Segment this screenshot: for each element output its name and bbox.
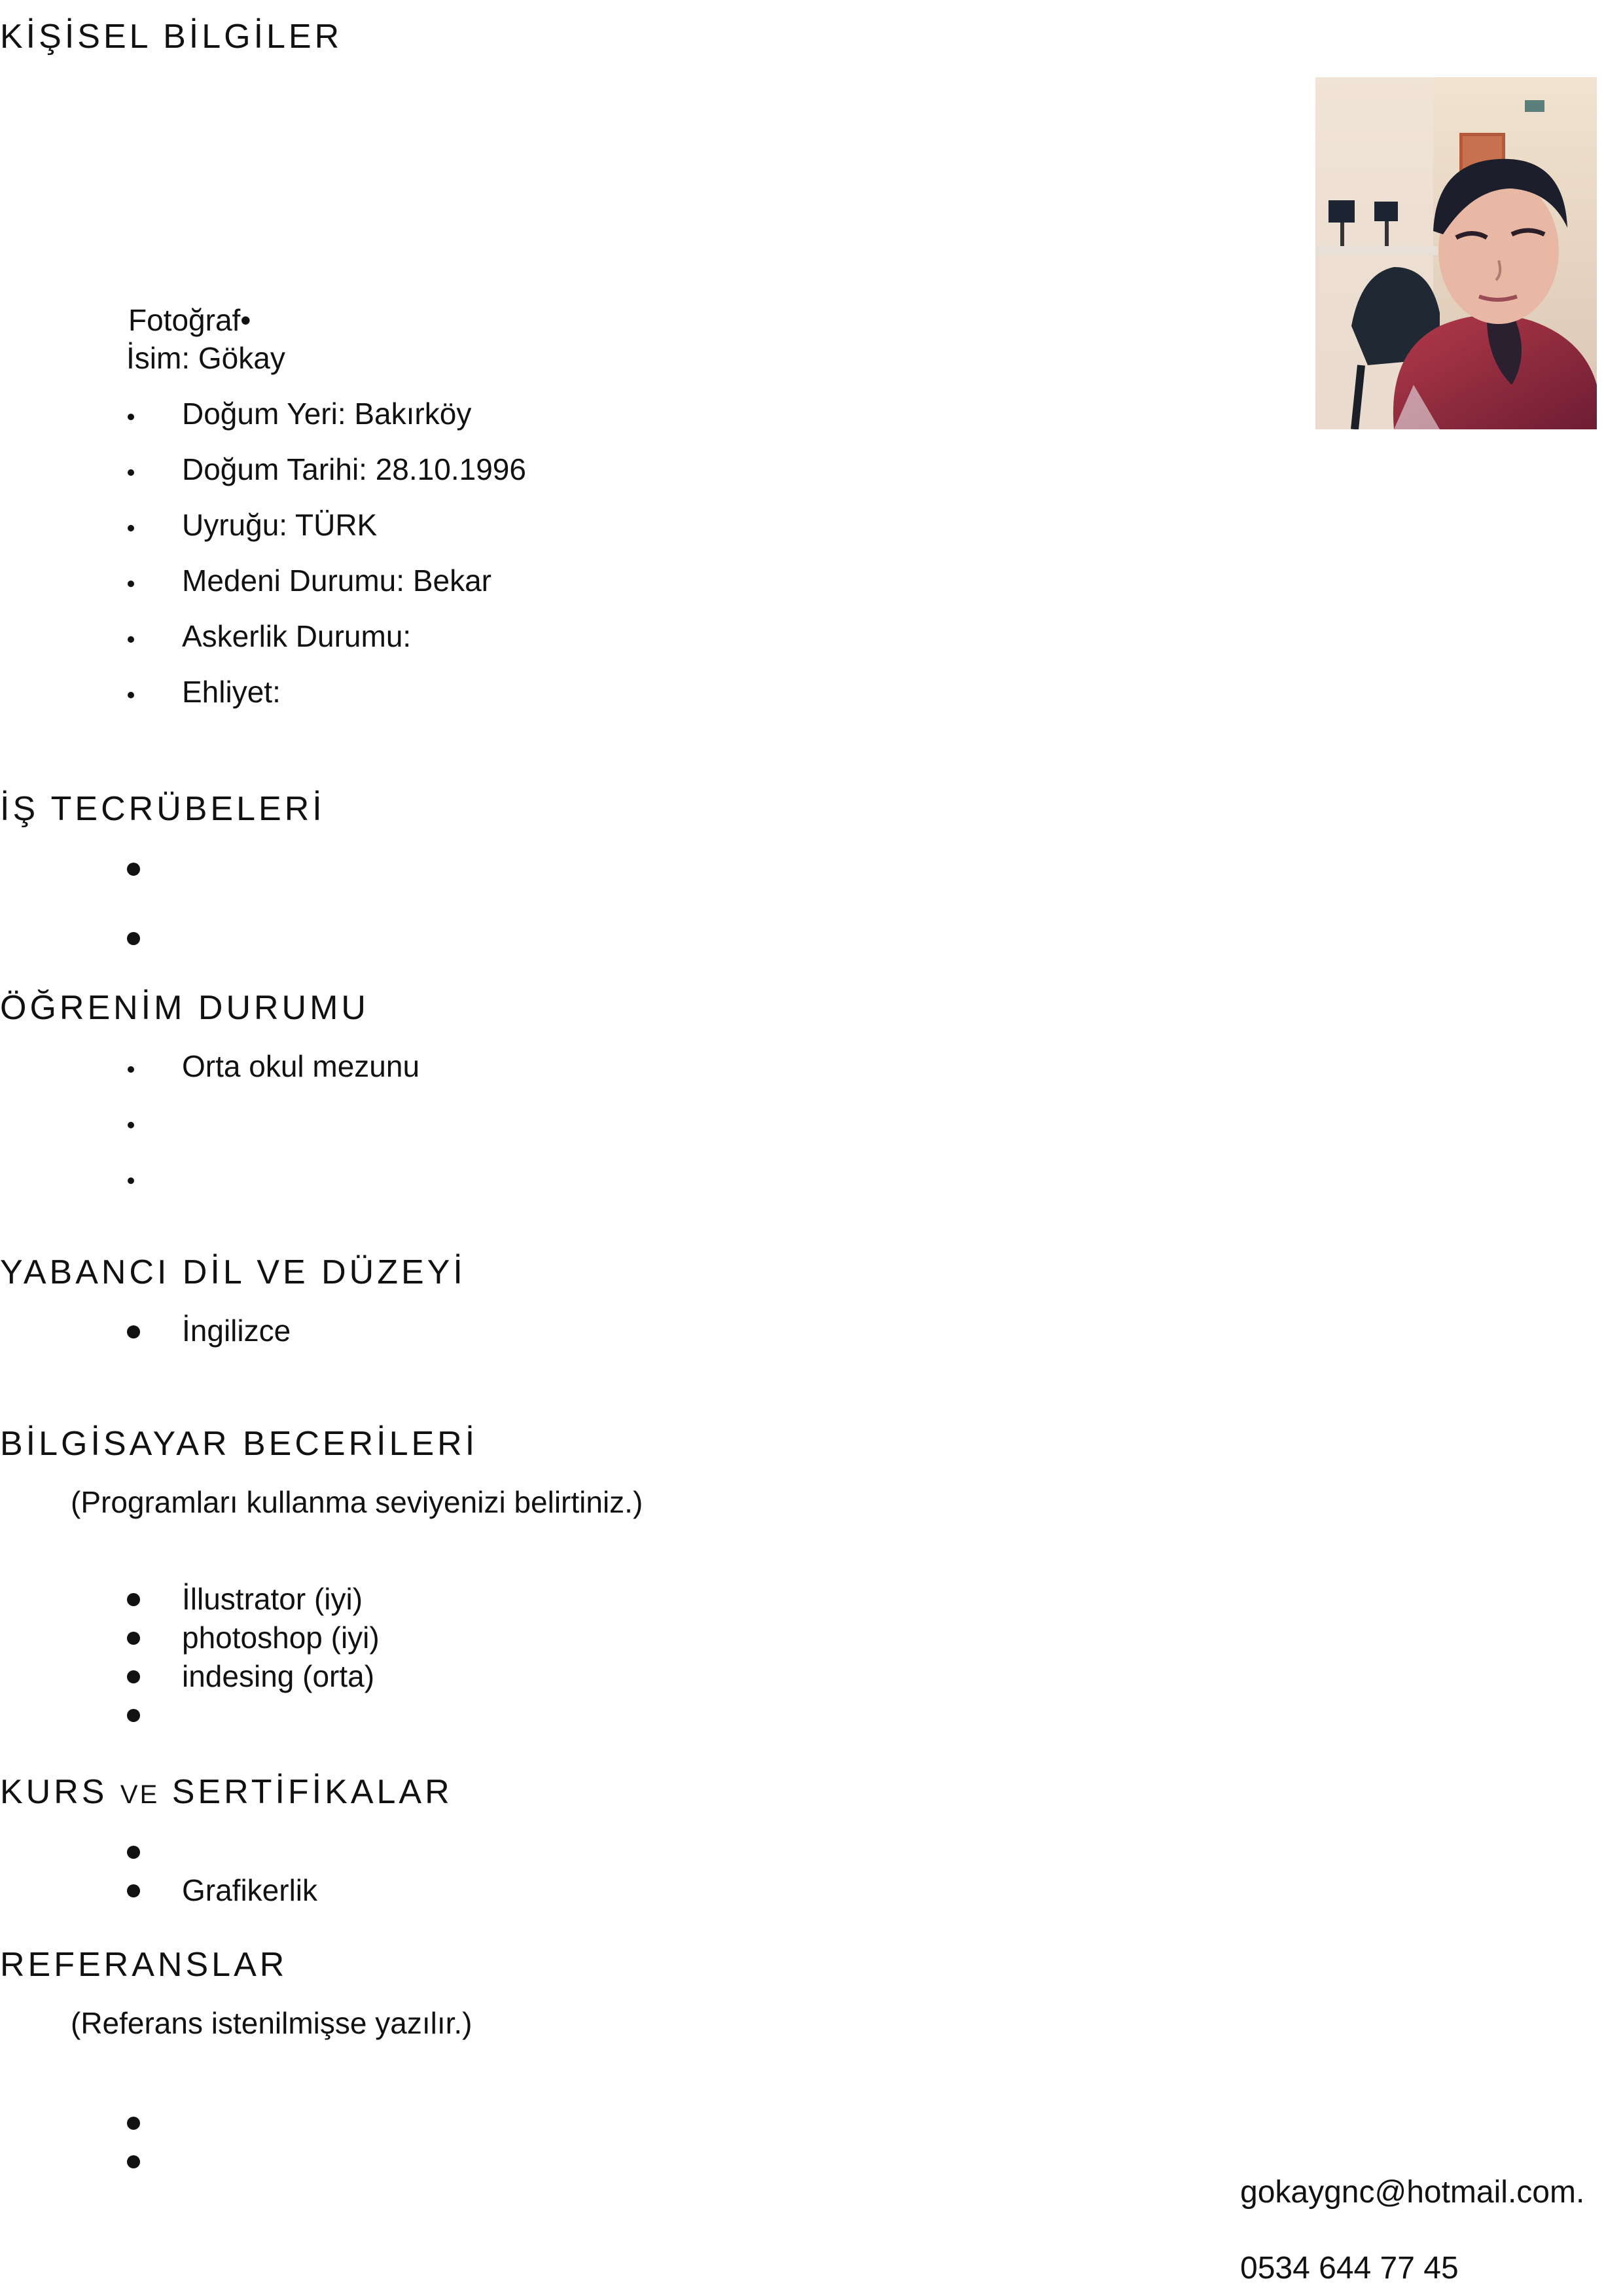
birthplace-field: Doğum Yeri: Bakırköy — [182, 397, 472, 431]
bullet — [127, 1632, 140, 1645]
section-heading-experience: İŞ TECRÜBELERİ — [0, 790, 325, 828]
bullet — [127, 2117, 140, 2130]
bullet — [127, 1593, 140, 1606]
bullet — [128, 525, 134, 531]
skill-item: photoshop (iyi) — [182, 1621, 380, 1655]
bullet — [128, 469, 134, 476]
bullet — [127, 1670, 140, 1683]
section-heading-languages: YABANCI DİL VE DÜZEYİ — [0, 1253, 466, 1291]
bullet — [127, 1846, 140, 1859]
bullet — [127, 863, 140, 876]
skill-item: indesing (orta) — [182, 1659, 375, 1693]
section-heading-personal: KİŞİSEL BİLGİLER — [0, 18, 343, 56]
bullet — [127, 2155, 140, 2168]
bullet — [128, 1066, 134, 1073]
section-heading-education: ÖĞRENİM DURUMU — [0, 989, 369, 1027]
language-item: İngilizce — [182, 1314, 291, 1348]
bullet — [127, 1884, 140, 1897]
nationality-field: Uyruğu: TÜRK — [182, 508, 378, 542]
bullet — [127, 1325, 140, 1338]
section-heading-references: REFERANSLAR — [0, 1946, 288, 1984]
section-heading-courses — [0, 1772, 453, 1812]
photo-label: Fotoğraf• — [128, 303, 251, 337]
bullet — [128, 1177, 134, 1184]
bullet — [128, 1122, 134, 1128]
email-address[interactable]: gokaygnc@hotmail.com. — [1240, 2175, 1585, 2210]
courses-heading-conjunction: VE — [120, 1780, 160, 1809]
bullet — [128, 581, 134, 587]
bullet — [127, 1709, 140, 1722]
courses-heading-part1: KURS — [0, 1773, 120, 1811]
computer-skills-note: (Programları kullanma seviyenizi belirtiniz.) — [71, 1485, 643, 1519]
birthdate-field: Doğum Tarihi: 28.10.1996 — [182, 452, 526, 486]
profile-photo — [1315, 77, 1597, 429]
skill-item: İllustrator (iyi) — [182, 1582, 363, 1616]
education-item: Orta okul mezunu — [182, 1049, 420, 1083]
name-field: İsim: Gökay — [126, 341, 285, 375]
marital-status-field: Medeni Durumu: Bekar — [182, 564, 491, 598]
bullet — [127, 932, 140, 945]
references-note: (Referans istenilmişse yazılır.) — [71, 2006, 473, 2040]
course-item: Grafikerlik — [182, 1873, 318, 1907]
section-heading-computer-skills: BİLGİSAYAR BECERİLERİ — [0, 1425, 478, 1463]
phone-number: 0534 644 77 45 — [1240, 2251, 1459, 2286]
bullet — [128, 692, 134, 698]
military-status-field: Askerlik Durumu: — [182, 619, 412, 653]
profile-photo-illustration — [1315, 77, 1597, 429]
courses-heading-part2: SERTİFİKALAR — [159, 1773, 453, 1811]
bullet — [128, 636, 134, 643]
driving-license-field: Ehliyet: — [182, 675, 281, 709]
bullet — [128, 414, 134, 420]
